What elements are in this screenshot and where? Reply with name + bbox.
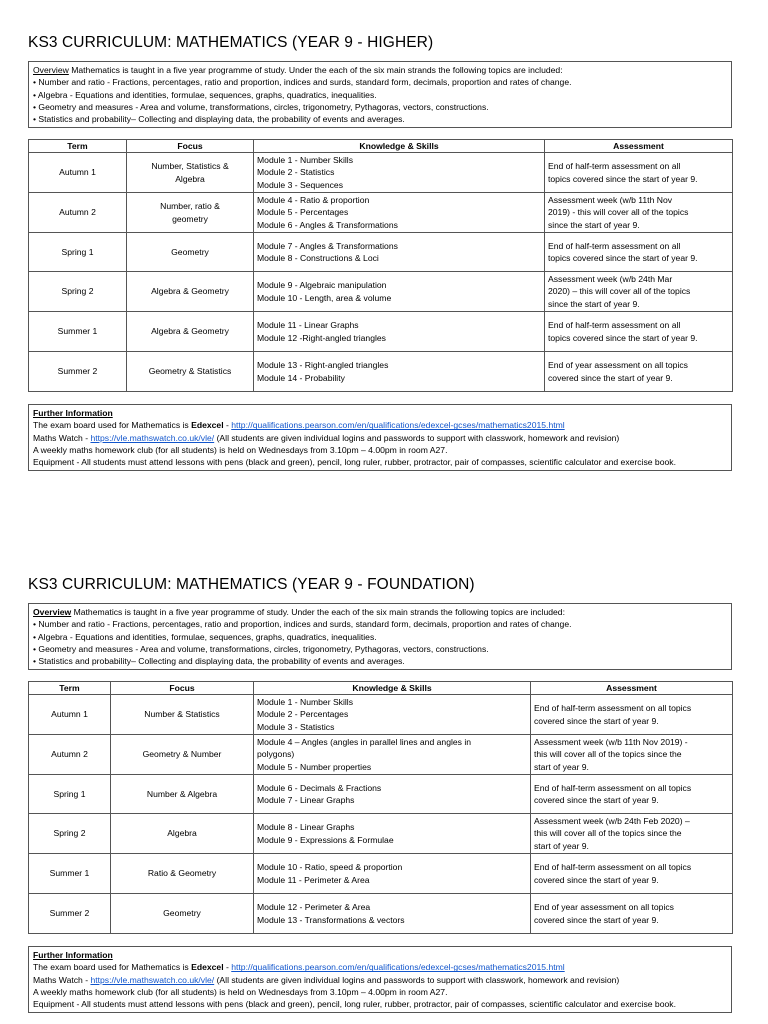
exam-board-line <box>33 419 726 431</box>
header-term: Term <box>29 682 111 695</box>
focus-line: Number & Algebra <box>146 788 218 799</box>
module-line: Module 1 - Number Skills <box>257 155 353 166</box>
further-information-heading: Further Information <box>33 950 113 960</box>
term-cell: Autumn 2 <box>29 193 127 233</box>
assessment-cell <box>545 153 733 193</box>
header-assessment: Assessment <box>531 682 733 695</box>
exam-board-separator: - <box>223 962 232 973</box>
module-line: Module 3 - Sequences <box>257 179 343 190</box>
term-cell: Autumn 2 <box>29 735 111 775</box>
header-term: Term <box>29 140 127 153</box>
module-line: polygons) <box>257 749 295 760</box>
skills-cell <box>254 272 545 312</box>
header-knowledge-skills: Knowledge & Skills <box>254 140 545 153</box>
assessment-line: End of half-term assessment on all <box>548 161 681 172</box>
overview-bullet: • Geometry and measures - Area and volume, transformations, circles, trigonometry, Pythagoras, vectors, constructions. <box>33 643 489 654</box>
homework-club-line: A weekly maths homework club (for all students) is held on Wednesdays from 3.10pm – 4.00pm in room A27. <box>33 444 448 455</box>
focus-cell <box>111 894 254 934</box>
assessment-line: Assessment week (w/b 11th Nov <box>548 195 673 206</box>
overview-bullet: • Geometry and measures - Area and volume, transformations, circles, trigonometry, Pythagoras, vectors, constructions. <box>33 101 489 112</box>
module-line: Module 4 – Angles (angles in parallel lines and angles in <box>257 737 472 748</box>
focus-line: Geometry & Number <box>142 749 222 760</box>
foundation-overview-box <box>28 603 732 670</box>
exam-board-link[interactable]: http://qualifications.pearson.com/en/qualifications/edexcel-gcses/mathematics2015.html <box>231 420 565 431</box>
module-line: Module 6 - Angles & Transformations <box>257 219 398 230</box>
skills-cell <box>254 193 545 233</box>
assessment-line: since the start of year 9. <box>548 219 640 230</box>
skills-cell <box>254 894 531 934</box>
overview-intro-line <box>33 64 726 76</box>
module-line: Module 10 - Ratio, speed & proportion <box>257 862 403 873</box>
foundation-curriculum-table-wrap <box>28 681 732 934</box>
module-line: Module 2 - Percentages <box>257 709 349 720</box>
equipment-line: Equipment - All students must attend lessons with pens (black and green), pencil, long ruler, rubber, protractor, pair of compasses, scientific calculator and exercise book. <box>33 457 676 468</box>
module-line: Module 6 - Decimals & Fractions <box>257 782 382 793</box>
maths-watch-prefix: Maths Watch - <box>33 432 91 443</box>
term-cell: Spring 2 <box>29 272 127 312</box>
module-line: Module 11 - Linear Graphs <box>257 320 359 331</box>
exam-board-link[interactable]: http://qualifications.pearson.com/en/qualifications/edexcel-gcses/mathematics2015.html <box>231 962 565 973</box>
maths-watch-link[interactable]: https://vle.mathswatch.co.uk/vle/ <box>90 432 215 443</box>
assessment-line: End of half-term assessment on all topics <box>534 703 692 714</box>
overview-bullet: • Algebra - Equations and identities, formulae, sequences, graphs, quadratics, inequalities. <box>33 631 377 642</box>
assessment-cell <box>545 312 733 352</box>
further-information-heading: Further Information <box>33 408 113 418</box>
assessment-line: covered since the start of year 9. <box>534 874 659 885</box>
maths-watch-line <box>33 432 726 444</box>
table-row <box>29 814 733 854</box>
focus-cell <box>111 854 254 894</box>
focus-cell <box>111 735 254 775</box>
focus-line: Algebra <box>167 828 197 839</box>
assessment-line: start of year 9. <box>534 761 589 772</box>
assessment-cell <box>531 814 733 854</box>
overview-bullet: • Statistics and probability– Collecting and displaying data, the probability of events and averages. <box>33 114 405 125</box>
foundation-page-title: KS3 CURRICULUM: MATHEMATICS (YEAR 9 - FOUNDATION) <box>28 576 475 593</box>
term-cell: Summer 2 <box>29 352 127 392</box>
maths-watch-line <box>33 974 726 986</box>
higher-further-information-box <box>28 404 732 471</box>
skills-cell <box>254 854 531 894</box>
exam-board-name: Edexcel <box>191 962 224 973</box>
module-line: Module 10 - Length, area & volume <box>257 292 392 303</box>
assessment-line: End of year assessment on all topics <box>534 902 674 913</box>
header-assessment: Assessment <box>545 140 733 153</box>
maths-watch-suffix: (All students are given individual logins and passwords to support with classwork, homework and revision) <box>214 432 620 443</box>
higher-overview-box <box>28 61 732 128</box>
header-focus: Focus <box>127 140 254 153</box>
assessment-line: this will cover all of the topics since the <box>534 749 682 760</box>
module-line: Module 4 - Ratio & proportion <box>257 195 370 206</box>
focus-cell <box>127 352 254 392</box>
assessment-line: Assessment week (w/b 11th Nov 2019) - <box>534 737 688 748</box>
focus-line: Algebra & Geometry <box>151 326 229 337</box>
skills-cell <box>254 233 545 272</box>
table-row <box>29 272 733 312</box>
module-line: Module 8 - Constructions & Loci <box>257 253 379 263</box>
focus-line: Geometry <box>163 908 201 919</box>
focus-line: Number, ratio & <box>160 201 220 212</box>
focus-cell <box>111 775 254 814</box>
module-line: Module 11 - Perimeter & Area <box>257 874 370 885</box>
focus-cell <box>127 272 254 312</box>
assessment-line: topics covered since the start of year 9. <box>548 173 698 184</box>
focus-line: Algebra <box>175 173 205 184</box>
overview-bullet: • Algebra - Equations and identities, formulae, sequences, graphs, quadratics, inequalities. <box>33 89 377 100</box>
term-cell: Spring 2 <box>29 814 111 854</box>
table-row <box>29 735 733 775</box>
assessment-line: End of year assessment on all topics <box>548 360 688 371</box>
maths-watch-suffix: (All students are given individual logins and passwords to support with classwork, homework and revision) <box>214 974 620 985</box>
skills-cell <box>254 775 531 814</box>
overview-label: Overview <box>33 65 69 75</box>
focus-line: Ratio & Geometry <box>147 868 217 879</box>
foundation-further-information-box <box>28 946 732 1013</box>
focus-cell <box>111 695 254 735</box>
table-row <box>29 894 733 934</box>
assessment-line: Assessment week (w/b 24th Feb 2020) – <box>534 816 690 827</box>
skills-cell <box>254 352 545 392</box>
assessment-line: topics covered since the start of year 9. <box>548 253 698 263</box>
module-line: Module 2 - Statistics <box>257 167 335 178</box>
table-row <box>29 193 733 233</box>
assessment-line: End of half-term assessment on all topics <box>534 782 692 793</box>
homework-club-line: A weekly maths homework club (for all students) is held on Wednesdays from 3.10pm – 4.00pm in room A27. <box>33 986 448 997</box>
focus-cell <box>127 233 254 272</box>
table-row <box>29 695 733 735</box>
module-line: Module 12 -Right-angled triangles <box>257 332 386 343</box>
overview-bullet: • Number and ratio - Fractions, percentages, ratio and proportion, indices and surds, standard form, decimals, proportion and rates of change. <box>33 619 572 630</box>
focus-cell <box>127 193 254 233</box>
exam-board-prefix: The exam board used for Mathematics is <box>33 420 192 431</box>
assessment-line: covered since the start of year 9. <box>548 372 673 383</box>
assessment-line: End of half-term assessment on all <box>548 240 681 251</box>
table-row <box>29 233 733 272</box>
header-knowledge-skills: Knowledge & Skills <box>254 682 531 695</box>
module-line: Module 5 - Percentages <box>257 207 349 218</box>
table-row <box>29 352 733 392</box>
module-line: Module 7 - Angles & Transformations <box>257 240 398 251</box>
assessment-cell <box>531 854 733 894</box>
assessment-cell <box>531 695 733 735</box>
module-line: Module 9 - Algebraic manipulation <box>257 280 387 291</box>
overview-label: Overview <box>33 607 72 617</box>
exam-board-prefix: The exam board used for Mathematics is <box>33 962 192 973</box>
higher-curriculum-table-wrap <box>28 139 732 392</box>
exam-board-separator: - <box>223 420 232 431</box>
higher-page-title: KS3 CURRICULUM: MATHEMATICS (YEAR 9 - HIGHER) <box>28 34 434 51</box>
maths-watch-link[interactable]: https://vle.mathswatch.co.uk/vle/ <box>90 974 215 985</box>
assessment-cell <box>531 894 733 934</box>
module-line: Module 3 - Statistics <box>257 721 335 732</box>
assessment-line: Assessment week (w/b 24th Mar <box>548 274 673 285</box>
assessment-cell <box>545 233 733 272</box>
module-line: Module 9 - Expressions & Formulae <box>257 834 394 845</box>
term-cell: Autumn 1 <box>29 153 127 193</box>
focus-line: Number & Statistics <box>144 709 220 720</box>
higher-curriculum-table <box>28 139 733 392</box>
module-line: Module 1 - Number Skills <box>257 697 353 708</box>
assessment-line: 2020) – this will cover all of the topics <box>548 286 691 297</box>
assessment-cell <box>545 352 733 392</box>
header-focus: Focus <box>111 682 254 695</box>
table-row <box>29 854 733 894</box>
table-header-row <box>29 140 733 153</box>
assessment-line: covered since the start of year 9. <box>534 914 659 925</box>
term-cell: Autumn 1 <box>29 695 111 735</box>
focus-line: geometry <box>172 213 208 224</box>
maths-watch-prefix: Maths Watch - <box>33 974 91 985</box>
assessment-cell <box>531 735 733 775</box>
focus-line: Number, Statistics & <box>151 161 229 172</box>
assessment-cell <box>545 272 733 312</box>
module-line: Module 8 - Linear Graphs <box>257 822 355 833</box>
term-cell: Spring 1 <box>29 233 127 272</box>
term-cell: Spring 1 <box>29 775 111 814</box>
focus-line: Algebra & Geometry <box>151 286 229 297</box>
focus-cell <box>127 153 254 193</box>
assessment-line: 2019) - this will cover all of the topics <box>548 207 689 218</box>
term-cell: Summer 1 <box>29 312 127 352</box>
overview-intro: Mathematics is taught in a five year programme of study. Under the each of the six main strands the following topics are included: <box>68 65 563 75</box>
assessment-line: End of half-term assessment on all <box>548 320 681 331</box>
skills-cell <box>254 312 545 352</box>
skills-cell <box>254 735 531 775</box>
module-line: Module 13 - Transformations & vectors <box>257 914 405 925</box>
assessment-line: covered since the start of year 9. <box>534 715 659 726</box>
assessment-line: covered since the start of year 9. <box>534 795 659 805</box>
focus-cell <box>111 814 254 854</box>
foundation-curriculum-table <box>28 681 733 934</box>
assessment-line: topics covered since the start of year 9. <box>548 332 698 343</box>
module-line: Module 12 - Perimeter & Area <box>257 902 371 913</box>
term-cell: Summer 1 <box>29 854 111 894</box>
table-row <box>29 153 733 193</box>
assessment-line: since the start of year 9. <box>548 298 640 309</box>
module-line: Module 5 - Number properties <box>257 761 372 772</box>
skills-cell <box>254 814 531 854</box>
focus-line: Geometry <box>171 246 209 257</box>
overview-intro: Mathematics is taught in a five year programme of study. Under the each of the six main strands the following topics are included: <box>71 607 565 617</box>
term-cell: Summer 2 <box>29 894 111 934</box>
equipment-line: Equipment - All students must attend lessons with pens (black and green), pencil, long ruler, rubber, protractor, pair of compasses, scientific calculator and exercise book. <box>33 999 676 1010</box>
table-row <box>29 775 733 814</box>
exam-board-name: Edexcel <box>191 420 224 431</box>
assessment-line: End of half-term assessment on all topics <box>534 862 692 873</box>
overview-bullet: • Number and ratio - Fractions, percentages, ratio and proportion, indices and surds, standard form, decimals, proportion and rates of change. <box>33 77 572 88</box>
skills-cell <box>254 695 531 735</box>
focus-cell <box>127 312 254 352</box>
focus-line: Geometry & Statistics <box>148 366 232 377</box>
assessment-cell <box>545 193 733 233</box>
module-line: Module 7 - Linear Graphs <box>257 795 355 805</box>
module-line: Module 13 - Right-angled triangles <box>257 360 389 371</box>
table-header-row <box>29 682 733 695</box>
assessment-cell <box>531 775 733 814</box>
table-row <box>29 312 733 352</box>
overview-bullet: • Statistics and probability– Collecting and displaying data, the probability of events and averages. <box>33 656 405 667</box>
skills-cell <box>254 153 545 193</box>
module-line: Module 14 - Probability <box>257 372 345 383</box>
assessment-line: start of year 9. <box>534 840 589 851</box>
overview-intro-line <box>33 606 726 618</box>
assessment-line: this will cover all of the topics since the <box>534 828 682 839</box>
exam-board-line <box>33 961 726 973</box>
